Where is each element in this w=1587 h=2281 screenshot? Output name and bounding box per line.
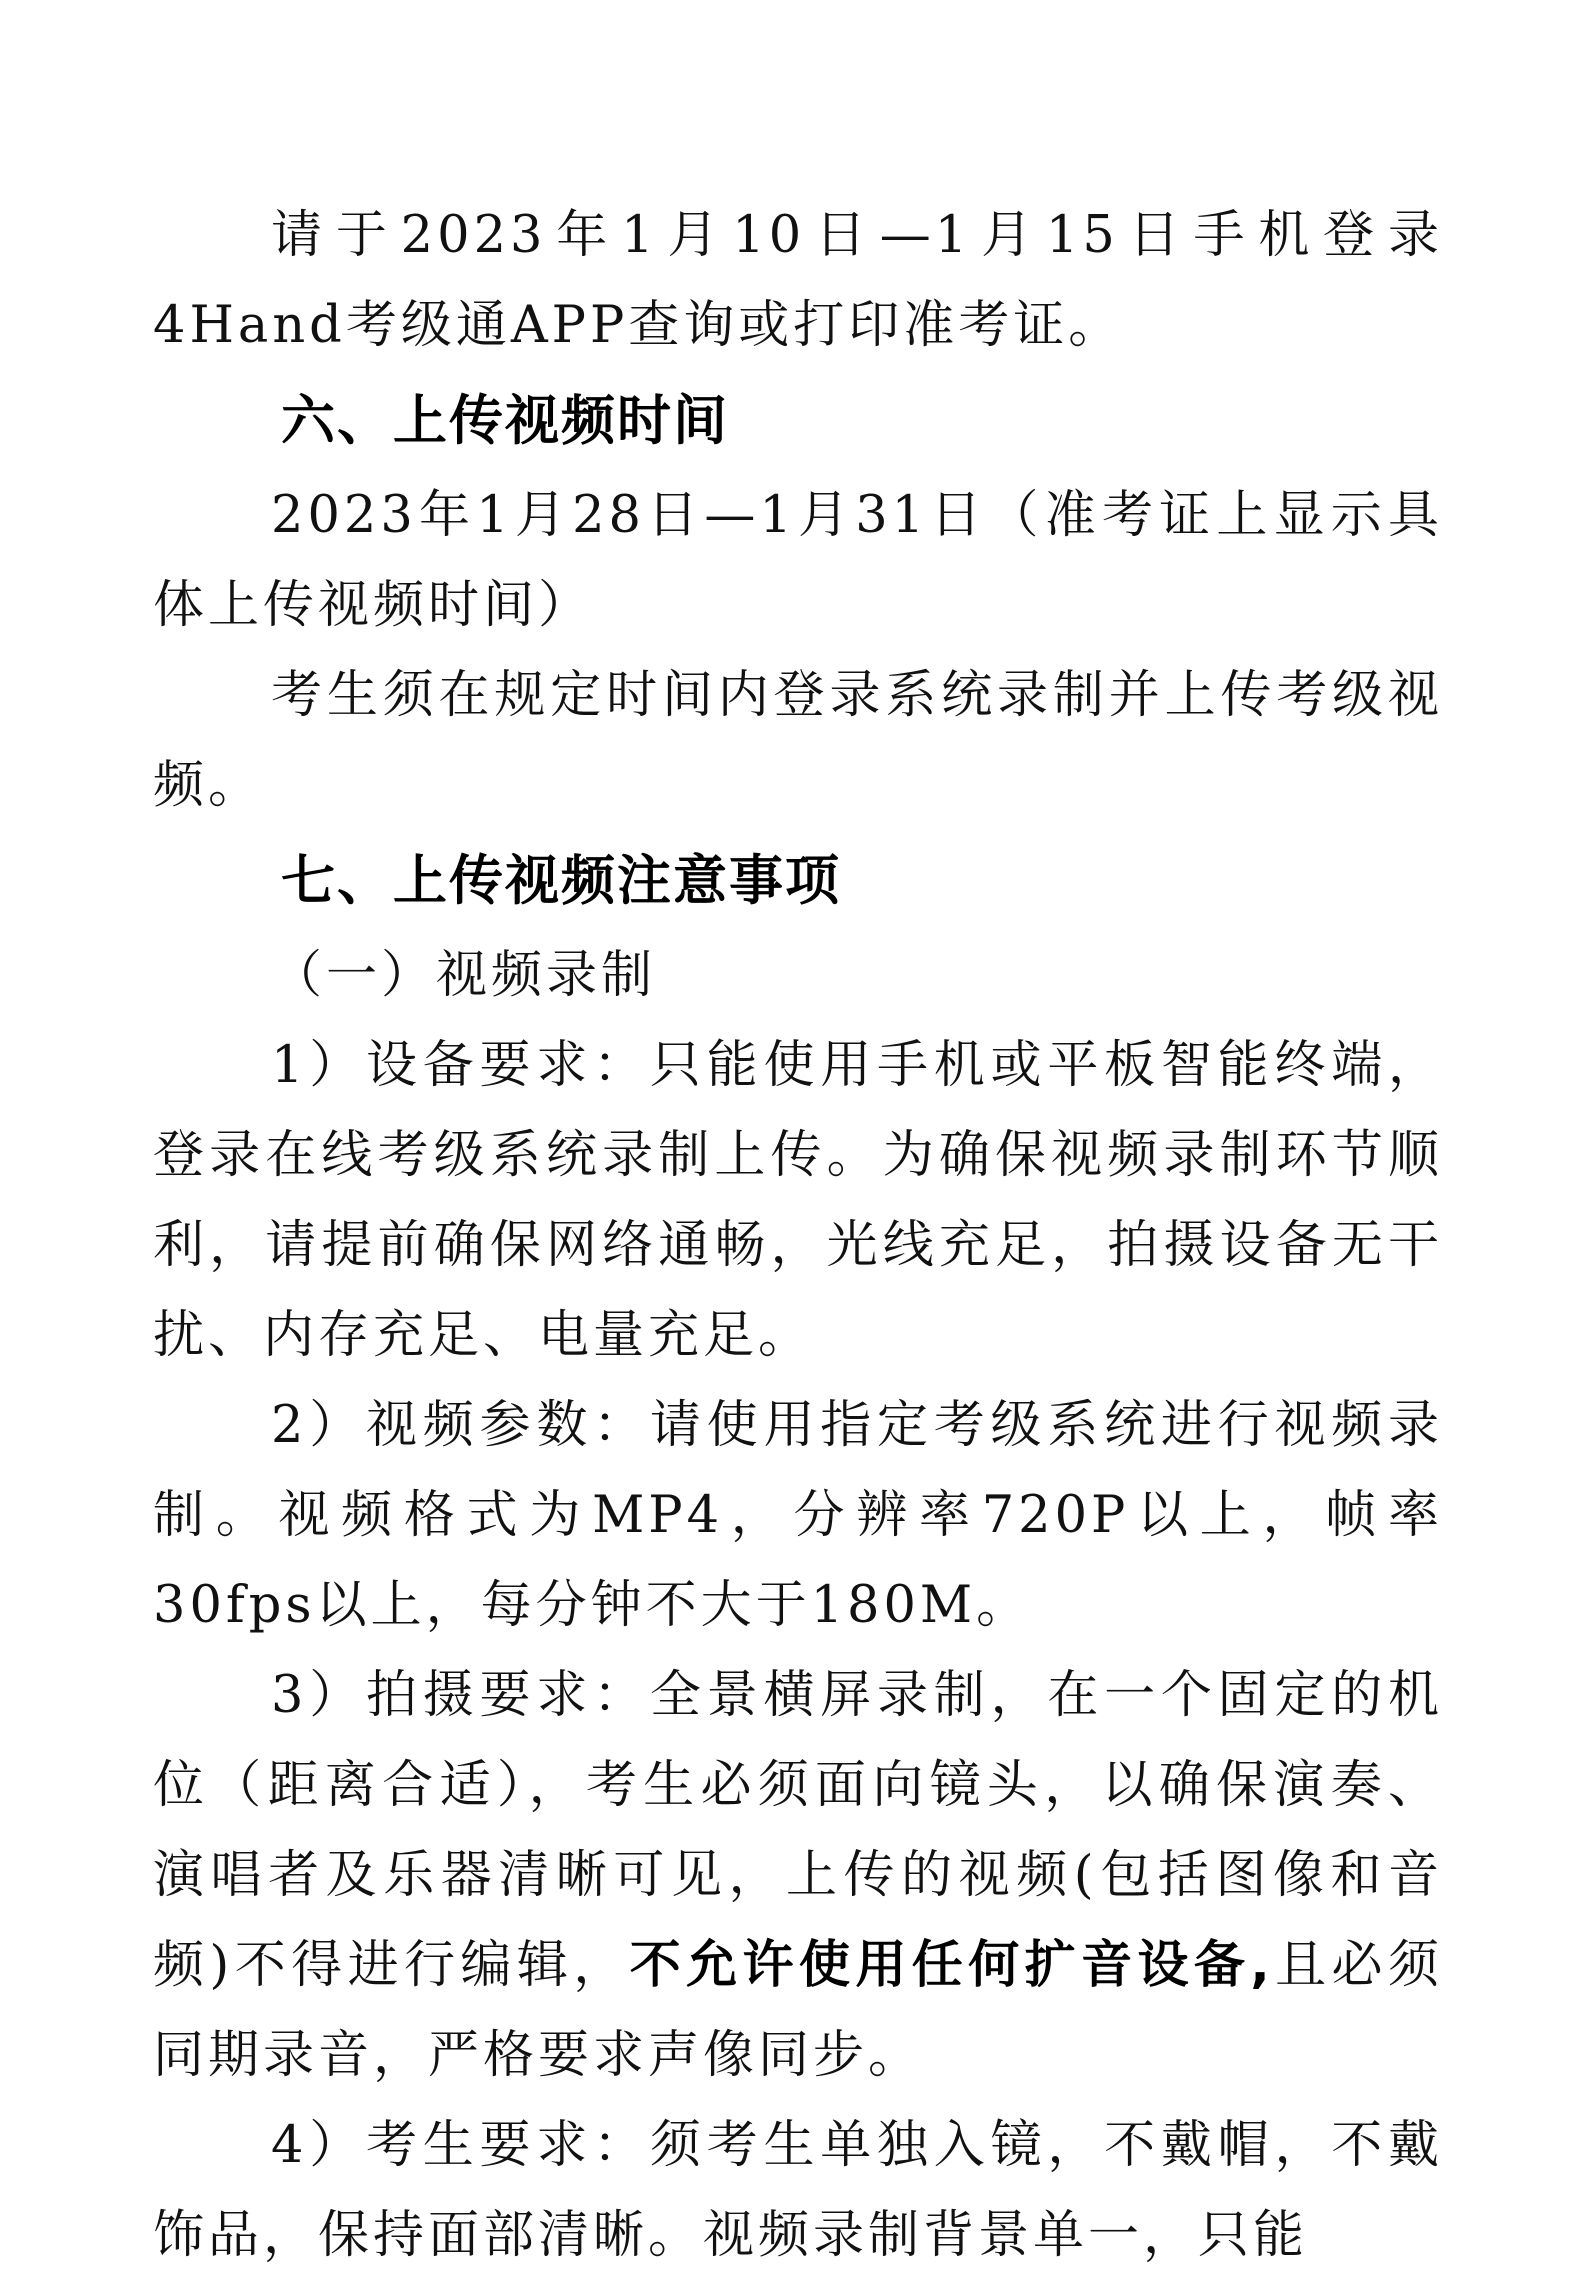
- heading-upload-time: 六、上传视频时间: [281, 389, 729, 452]
- item-shooting-bold-warning: 不允许使用任何扩音设备,: [629, 1936, 1274, 1995]
- item-candidate-requirements: 4）考生要求：须考生单独入镜，不戴帽，不戴饰品，保持面部清晰。视频录制背景单一，只能: [153, 2116, 1443, 2265]
- paragraph-admission-ticket: 请于2023年1月10日—1月15日手机登录4Hand考级通APP查询或打印准考证。: [153, 206, 1443, 355]
- item-device-requirements: 1）设备要求：只能使用手机或平板智能终端，登录在线考级系统录制上传。为确保视频录制环节顺利，请提前确保网络通畅，光线充足，拍摄设备无干扰、内存充足、电量充足。: [153, 1036, 1443, 1365]
- heading-upload-notes: 七、上传视频注意事项: [281, 849, 841, 912]
- paragraph-upload-dates: 2023年1月28日—1月31日（准考证上显示具体上传视频时间）: [153, 486, 1443, 635]
- subheading-video-recording: （一）视频录制: [271, 946, 657, 1005]
- document-body: [153, 191, 1443, 2281]
- item-shooting-text-a: 3）拍摄要求：全景横屏录制，在一个固定的机位（距离合适），考生必须面向镜头，以确保演奏、演唱者及乐器清晰可见，上传的视频(包括图像和音频)不得进行编辑，: [153, 1666, 1443, 1995]
- item-video-parameters: 2）视频参数：请使用指定考级系统进行视频录制。视频格式为MP4，分辨率720P以上，帧率30fps以上，每分钟不大于180M。: [153, 1396, 1443, 1635]
- item-shooting-requirements: [153, 1651, 1443, 2101]
- paragraph-upload-instruction: 考生须在规定时间内登录系统录制并上传考级视频。: [153, 666, 1443, 815]
- item-shooting-text-b: 且必须同期录音，严格要求声像同步。: [153, 1936, 1443, 2085]
